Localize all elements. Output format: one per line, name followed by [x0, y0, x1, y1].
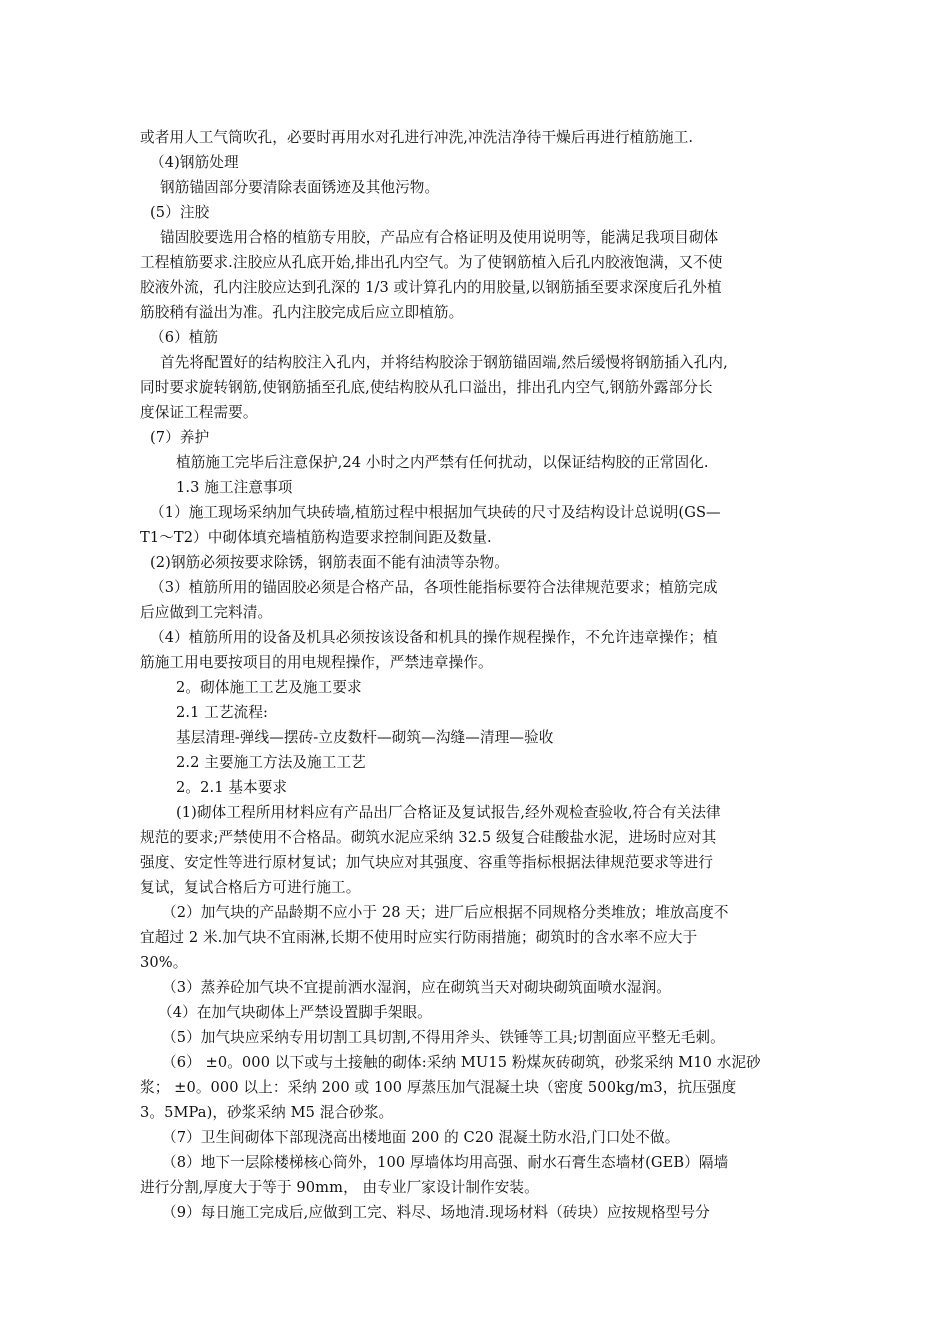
text-line-11: 同时要求旋转钢筋,使钢筋插至孔底,使结构胶从孔口溢出，排出孔内空气,钢筋外露部分长 — [140, 379, 713, 396]
text-line-21: （4）植筋所用的设备及机具必须按该设备和机具的操作规程操作，不允许违章操作；植 — [150, 629, 718, 646]
text-line-34: 30%。 — [140, 954, 188, 971]
text-line-30: 强度、安定性等进行原材复试；加气块应对其强度、容重等指标根据法律规范要求等进行 — [140, 854, 714, 871]
text-line-35: （3）蒸养砼加气块不宜提前洒水湿润，应在砌筑当天对砌块砌筑面喷水湿润。 — [162, 979, 671, 996]
text-line-41: （7）卫生间砌体下部现浇高出楼地面 200 的 C20 混凝土防水沿,门口处不做。 — [162, 1129, 680, 1146]
text-line-18: (2)钢筋必须按要求除锈，钢筋表面不能有油渍等杂物。 — [150, 554, 509, 571]
text-line-7: 胶液外流，孔内注胶应达到孔深的 1/3 或计算孔内的用胶量,以钢筋插至要求深度后孔外植 — [140, 279, 722, 296]
text-line-31: 复试，复试合格后方可进行施工。 — [140, 879, 361, 896]
text-line-29: 规范的要求;严禁使用不合格品。砌筑水泥应采纳 32.5 级复合硅酸盐水泥，进场时应对其 — [140, 829, 717, 846]
text-line-42: （8）地下一层除楼梯核心筒外，100 厚墙体均用高强、耐水石膏生态墙材(GEB）隔墙 — [162, 1154, 729, 1171]
text-line-2: （4)钢筋处理 — [150, 154, 239, 171]
text-line-28: (1)砌体工程所用材料应有产品出厂合格证及复试报告,经外观检查验收,符合有关法律 — [176, 804, 721, 821]
text-line-16: （1）施工现场采纳加气块砖墙,植筋过程中根据加气块砖的尺寸及结构设计总说明(GS— — [150, 504, 721, 521]
text-line-38: （6） ±0。000 以下或与土接触的砌体:采纳 MU15 粉煤灰砖砌筑，砂浆采纳 M10 水泥砂 — [162, 1054, 761, 1071]
text-line-20: 后应做到工完料清。 — [140, 604, 273, 621]
text-line-3: 钢筋锚固部分要清除表面锈迹及其他污物。 — [160, 179, 440, 196]
text-line-19: （3）植筋所用的锚固胶必须是合格产品，各项性能指标要符合法律规范要求；植筋完成 — [150, 579, 718, 596]
text-line-27: 2。2.1 基本要求 — [176, 779, 288, 796]
text-line-36: （4）在加气块砌体上严禁设置脚手架眼。 — [158, 1004, 432, 1021]
text-line-33: 宜超过 2 米.加气块不宜雨淋,长期不使用时应实行防雨措施；砌筑时的含水率不应大于 — [140, 929, 698, 946]
text-line-12: 度保证工程需要。 — [140, 404, 258, 421]
text-line-22: 筋施工用电要按项目的用电规程操作，严禁违章操作。 — [140, 654, 493, 671]
text-line-9: （6）植筋 — [150, 329, 219, 346]
text-line-40: 3。5MPa)，砂浆采纳 M5 混合砂浆。 — [140, 1104, 394, 1121]
text-line-5: 锚固胶要选用合格的植筋专用胶，产品应有合格证明及使用说明等，能满足我项目砌体 — [160, 229, 719, 246]
text-line-4: (5）注胶 — [150, 204, 210, 221]
text-line-43: 进行分割,厚度大于等于 90mm， 由专业厂家设计制作安装。 — [140, 1179, 539, 1196]
text-line-13: (7）养护 — [150, 429, 210, 446]
text-line-17: T1～T2）中砌体填充墙植筋构造要求控制间距及数量. — [140, 529, 492, 546]
text-line-24: 2.1 工艺流程: — [176, 704, 269, 721]
text-line-1: 或者用人工气筒吹孔，必要时再用水对孔进行冲洗,冲洗洁净待干燥后再进行植筋施工. — [140, 129, 694, 146]
text-line-44: （9）每日施工完成后,应做到工完、料尽、场地清.现场材料（砖块）应按规格型号分 — [162, 1204, 710, 1221]
text-line-23: 2。砌体施工工艺及施工要求 — [176, 679, 362, 696]
text-line-39: 浆； ±0。000 以上：采纳 200 或 100 厚蒸压加气混凝土块（密度 500kg/m3，抗压强度 — [140, 1079, 737, 1096]
text-line-25: 基层清理-弹线—摆砖-立皮数杆—砌筑—沟缝—清理—验收 — [176, 729, 554, 746]
text-line-26: 2.2 主要施工方法及施工工艺 — [176, 754, 366, 771]
text-line-32: （2）加气块的产品龄期不应小于 28 天；进厂后应根据不同规格分类堆放；堆放高度不 — [162, 904, 729, 921]
text-line-37: （5）加气块应采纳专用切割工具切割,不得用斧头、铁锤等工具;切割面应平整无毛刺。 — [162, 1029, 725, 1046]
text-line-10: 首先将配置好的结构胶注入孔内，并将结构胶涂于钢筋锚固端,然后缓慢将钢筋插入孔内, — [160, 354, 728, 371]
text-line-14: 植筋施工完毕后注意保护,24 小时之内严禁有任何扰动，以保证结构胶的正常固化. — [176, 454, 709, 471]
text-line-8: 筋胶稍有溢出为准。孔内注胶完成后应立即植筋。 — [140, 304, 464, 321]
text-line-6: 工程植筋要求.注胶应从孔底开始,排出孔内空气。为了使钢筋植入后孔内胶液饱满，又不使 — [140, 254, 723, 271]
text-line-15: 1.3 施工注意事项 — [176, 479, 293, 496]
